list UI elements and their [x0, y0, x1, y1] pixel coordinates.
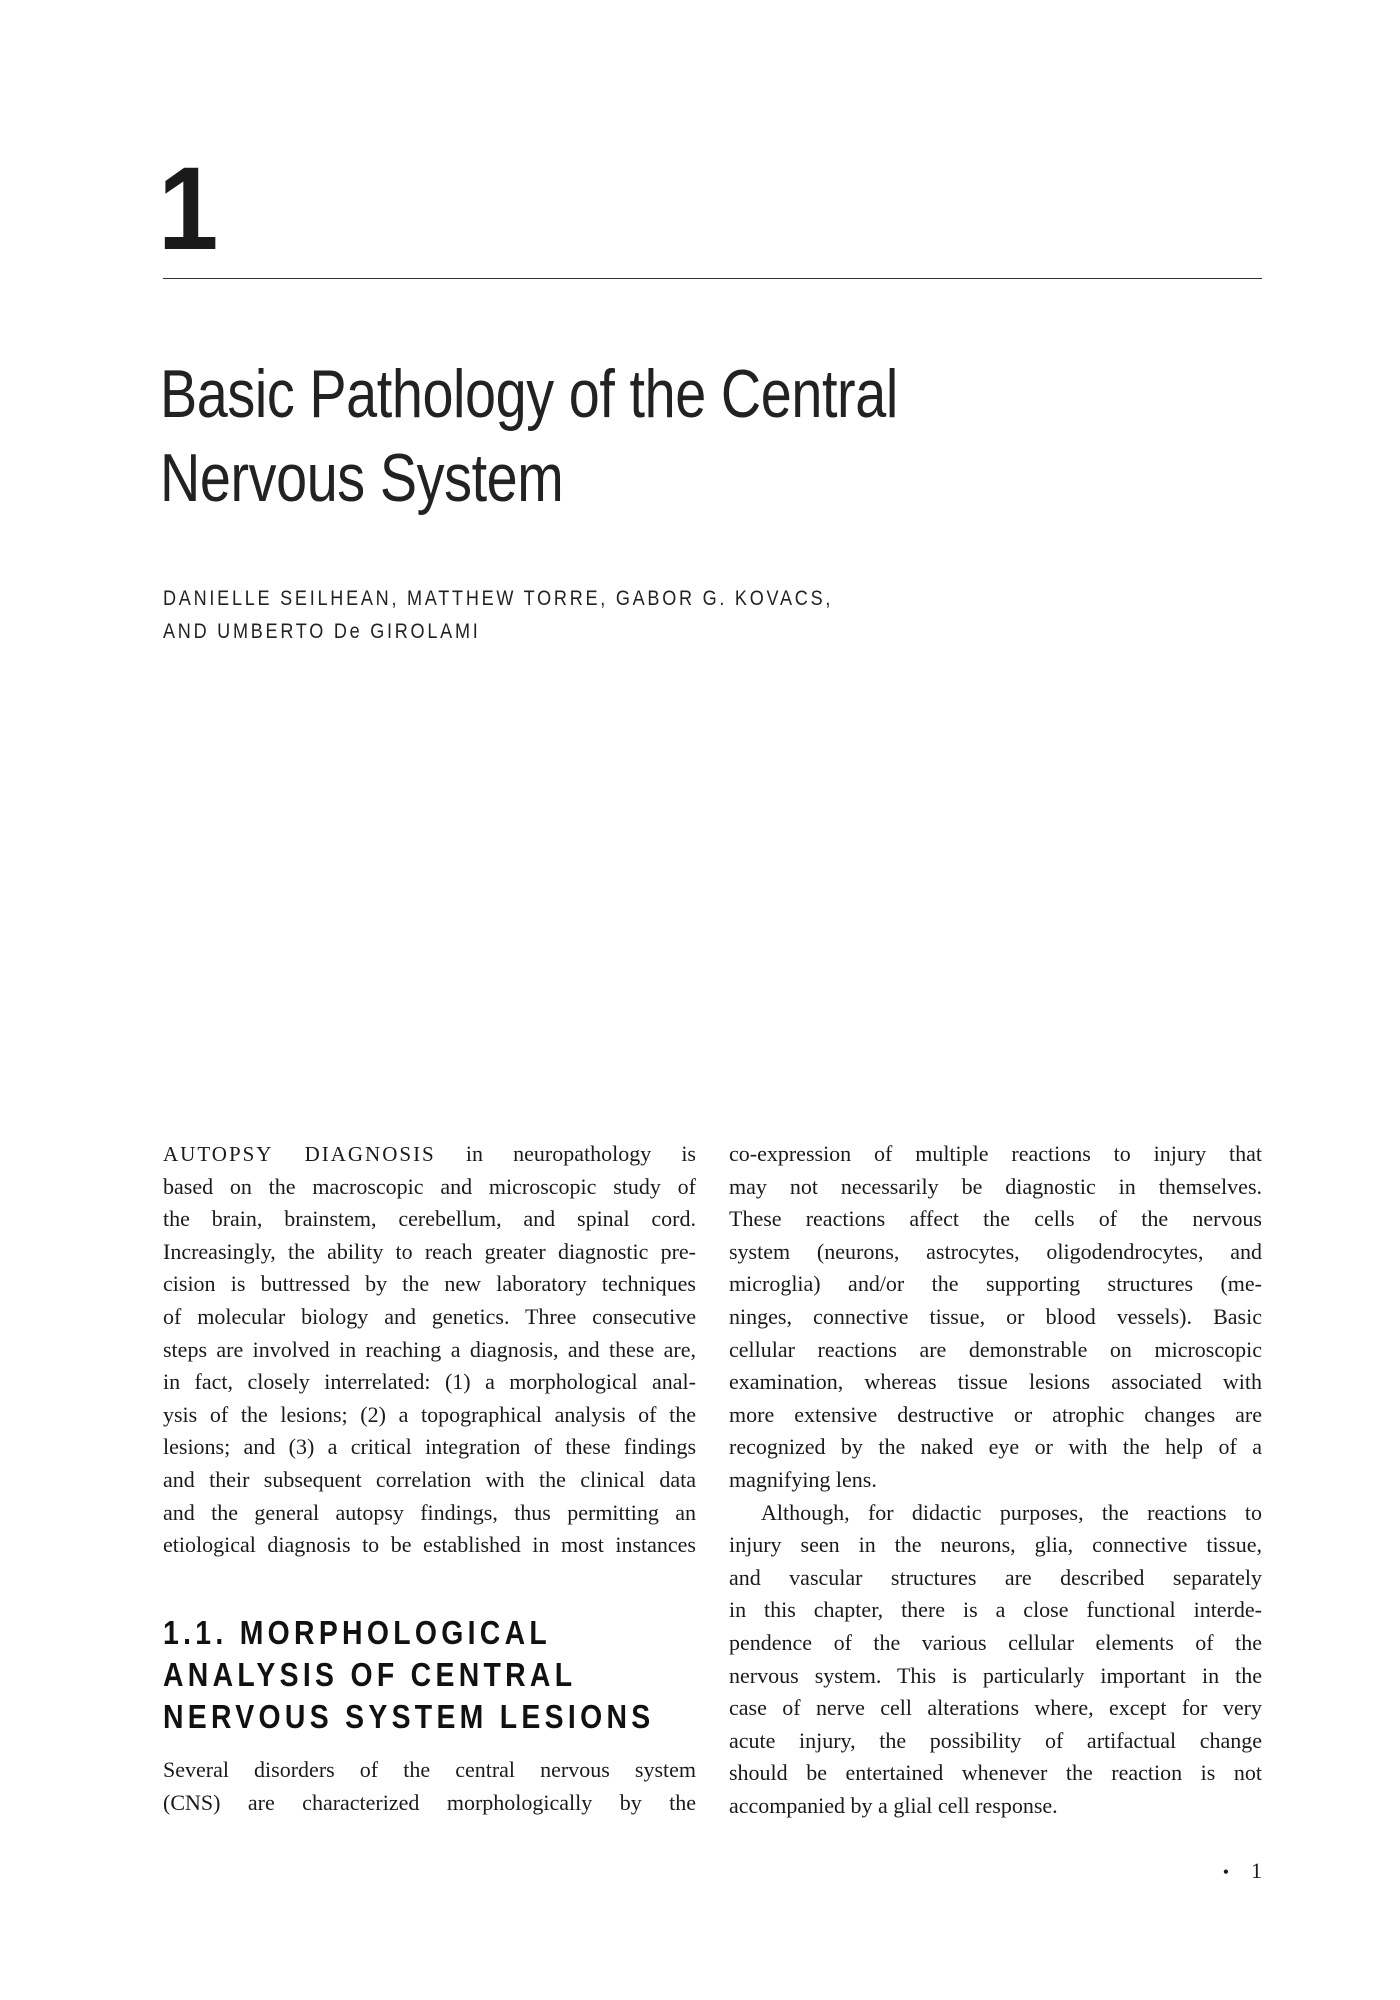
intro-paragraph — [163, 1138, 696, 1562]
chapter-authors — [163, 582, 833, 648]
text-line: recognized by the naked eye or with the help of a — [729, 1434, 1262, 1460]
text-line: and the general autopsy findings, thus permitting an — [163, 1499, 696, 1525]
text-line: Several disorders of the central nervous system — [163, 1757, 696, 1782]
text-line: should be entertained whenever the reaction is not — [729, 1760, 1262, 1786]
chapter-title — [160, 352, 898, 520]
text-line: Increasingly, the ability to reach greater diagnostic pre- — [163, 1238, 696, 1264]
text-line: examination, whereas tissue lesions associated with — [729, 1369, 1262, 1395]
text-line: ninges, connective tissue, or blood vessels). Basic — [729, 1303, 1262, 1329]
text-line: cellular reactions are demonstrable on microscopic — [729, 1336, 1262, 1362]
text-line: case of nerve cell alterations where, except for very — [729, 1695, 1262, 1721]
text-line: in this chapter, there is a close functional interde- — [729, 1597, 1262, 1623]
text-line: nervous system. This is particularly important in the — [729, 1662, 1262, 1688]
text-line: Although, for didactic purposes, the reactions to — [761, 1499, 1262, 1525]
text-line: system (neurons, astrocytes, oligodendrocytes, and — [729, 1238, 1262, 1264]
section-paragraph — [163, 1754, 696, 1819]
chapter-title-line: Basic Pathology of the Central — [160, 356, 898, 432]
chapter-divider — [163, 278, 1262, 279]
text-line: and their subsequent correlation with the clinical data — [163, 1466, 696, 1492]
chapter-title-line: Nervous System — [160, 440, 564, 516]
text-line: accompanied by a glial cell response. — [729, 1792, 1058, 1818]
text-fragment: in neuropathology is — [435, 1141, 696, 1166]
text-line: based on the macroscopic and microscopic study of — [163, 1173, 696, 1199]
page-number — [1223, 1858, 1262, 1884]
text-line: and vascular structures are described separately — [729, 1564, 1262, 1590]
text-line: of molecular biology and genetics. Three consecutive — [163, 1303, 696, 1329]
text-line: injury seen in the neurons, glia, connective tissue, — [729, 1532, 1262, 1558]
text-line: steps are involved in reaching a diagnosis, and these are, — [163, 1336, 696, 1362]
chapter-number: 1 — [158, 143, 219, 275]
right-column-text — [729, 1138, 1262, 1822]
text-line: in fact, closely interrelated: (1) a morphological anal- — [163, 1369, 696, 1395]
text-line — [163, 1138, 696, 1171]
text-line: microglia) and/or the supporting structures (me- — [729, 1271, 1262, 1297]
authors-line: DANIELLE SEILHEAN, MATTHEW TORRE, GABOR G. KOVACS, — [163, 587, 834, 610]
text-line: more extensive destructive or atrophic changes are — [729, 1401, 1262, 1427]
lead-in: AUTOPSY DIAGNOSIS — [163, 1142, 436, 1166]
page-number-value: 1 — [1251, 1858, 1262, 1883]
text-line: magnifying lens. — [729, 1466, 877, 1492]
text-line: etiological diagnosis to be established in most instances — [163, 1532, 696, 1558]
text-line: may not necessarily be diagnostic in themselves. — [729, 1173, 1262, 1199]
text-line: the brain, brainstem, cerebellum, and spinal cord. — [163, 1206, 696, 1232]
text-line: ysis of the lesions; (2) a topographical analysis of the — [163, 1401, 696, 1427]
section-heading-line: 1.1. MORPHOLOGICAL — [163, 1614, 552, 1651]
section-heading-line: ANALYSIS OF CENTRAL — [163, 1656, 577, 1693]
text-line: These reactions affect the cells of the nervous — [729, 1206, 1262, 1232]
text-line: cision is buttressed by the new laboratory techniques — [163, 1271, 696, 1297]
text-line: co-expression of multiple reactions to injury that — [729, 1141, 1262, 1166]
section-heading — [163, 1612, 654, 1738]
text-line: (CNS) are characterized morphologically by the — [163, 1789, 696, 1815]
text-line: acute injury, the possibility of artifactual change — [729, 1727, 1262, 1753]
authors-line: AND UMBERTO De GIROLAMI — [163, 620, 481, 643]
text-line: lesions; and (3) a critical integration of these findings — [163, 1434, 696, 1460]
bullet-icon: • — [1222, 1862, 1229, 1882]
section-heading-line: NERVOUS SYSTEM LESIONS — [163, 1698, 655, 1735]
text-line: pendence of the various cellular elements of the — [729, 1629, 1262, 1655]
